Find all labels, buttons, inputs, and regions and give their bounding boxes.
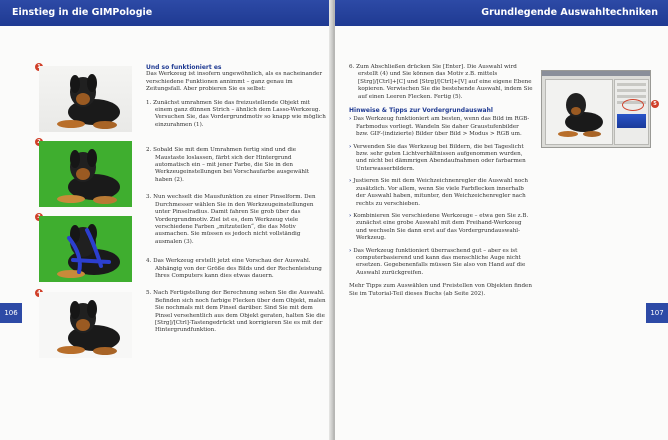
dog-photo-green-preview bbox=[39, 141, 132, 207]
step-2: 2. Sobald Sie mit dem Umrahmen fertig sind und die Maustaste loslassen, färbt sich der Hintergrund automatisch ein – mit jener Farbe, die Sie in den Werkzeugeinstellungen bei Vorschaufarbe ausgewählt haben (2). bbox=[146, 147, 310, 183]
dog-photo-brushed bbox=[39, 216, 132, 282]
step-4: 4. Das Werkzeug erstellt jetzt eine Vorschau der Auswahl. Abhängig von der Größe des Bilds und der Rechenleistung Ihres Computers kann dies etwas dauern. bbox=[146, 258, 322, 279]
dog-illustration-icon bbox=[546, 80, 612, 144]
right-page bbox=[335, 0, 668, 440]
right-page-header: Grundlegende Auswahltechniken bbox=[335, 0, 668, 26]
footer-note: Mehr Tipps zum Auswählen und Freistellen von Objekten finden Sie im Tutorial-Teil dieses Buchs (ab Seite 202). bbox=[349, 283, 532, 297]
tip-1: › Das Werkzeug funktioniert am besten, wenn das Bild im RGB-Farbmodus vorliegt. Wandeln Sie daher Graustufenbilder bzw. GIF-(indizierte) Bilder über Bild > Modus > RGB um. bbox=[349, 116, 533, 138]
step-3: 3. Nun wechselt die Mausfunktion zu einer Pinselform. Den Durchmesser wählen Sie in den Werkzeugeinstellungen unter Pinselradius. Damit fahren Sie grob über das Vordergrundmotiv. Ziel ist es, dem Werkzeug viele verschiedene Farben „mitzuteilen“, die das Motiv ausmachen. Sie müssen es jedoch nicht vollständig ausmalen (3). bbox=[146, 194, 316, 245]
left-page bbox=[0, 0, 333, 440]
figure-badge-5: 5 bbox=[651, 100, 659, 108]
tip-2: › Verwenden Sie das Werkzeug bei Bildern, die bei Tageslicht bzw. sehr guten Lichtverhältnissen aufgenommen wurden, und nicht bei dämmrigen Abendaufnahmen oder farbarmen Unterwasserbildern. bbox=[349, 144, 533, 174]
step-1: 1. Zunächst umrahmen Sie das freizustellende Objekt mit einem ganz dünnen Strich – ähnlich dem Lasso-Werkzeug. Versuchen Sie, das Vordergrundmotiv so knapp wie möglich einzurahmen (1). bbox=[146, 99, 326, 128]
left-text-column bbox=[146, 64, 326, 339]
tip-3: › Justieren Sie mit dem Weichzeichnenregler die Auswahl noch zusätzlich. Vor allem, wenn Sie viele Farbflecken innerhalb der Auswahl haben, mitunter, den Weichzeichenregler nach rechts zu verschieben. bbox=[349, 178, 533, 208]
gimp-screenshot bbox=[541, 70, 651, 148]
step-6: 6. Zum Abschließen drücken Sie [Enter]. Die Auswahl wird erstellt (4) und Sie können das Motiv z.B. mittels [Strg]/[Ctrl]+[C] und [Strg]/[Ctrl]+[V] auf eine eigene Ebene kopieren. Verwischen Sie die bestehende Auswahl, indem Sie auf einen Leeren Flecken. Fertig (5). bbox=[349, 64, 533, 100]
gimp-canvas bbox=[545, 79, 613, 145]
step-5: 5. Nach Fertigstellung der Berechnung sehen Sie die Auswahl. Befinden sich noch farbige Flecken über dem Objekt, malen Sie nochmals mit dem Pinsel darüber. Sind Sie mit dem Pinsel versehentlich aus dem Objekt geraten, halten Sie die [Strg]/[Ctrl]-Tastengedrückt und korrigieren Sie es mit der Hintergrundfunktion. bbox=[146, 290, 326, 334]
tips-heading: Hinweise & Tipps zur Vordergrundauswahl bbox=[349, 107, 493, 115]
dog-illustration-icon bbox=[39, 141, 132, 207]
gimp-titlebar bbox=[542, 71, 650, 76]
highlight-circle bbox=[622, 99, 644, 111]
dog-illustration-icon bbox=[39, 292, 132, 358]
gimp-layers-panel bbox=[614, 79, 649, 145]
dog-illustration-icon bbox=[39, 216, 132, 282]
dog-photo-original bbox=[39, 66, 132, 132]
section-heading: Und so funktioniert es bbox=[146, 64, 222, 71]
dog-illustration-icon bbox=[39, 66, 132, 132]
tip-5: › Das Werkzeug funktioniert überraschend gut – aber es ist computerbasierend und kann das menschliche Auge nicht ersetzen. Gegebenenfalls müssen Sie also von Hand auf die Auswahl zurückgreifen. bbox=[349, 248, 533, 278]
right-text-column bbox=[349, 64, 533, 298]
right-page-number: 107 bbox=[646, 303, 668, 323]
left-page-number: 106 bbox=[0, 303, 22, 323]
tip-4: › Kombinieren Sie verschiedene Werkzeuge – etwa gen Sie z.B. zunächst eine grobe Auswahl mit dem Freihand-Werkzeug und wechseln Sie dann erst auf das Vordergrundauswahl-Werkzeug. bbox=[349, 213, 533, 243]
dog-photo-selected bbox=[39, 292, 132, 358]
intro-paragraph: Das Werkzeug ist insofern ungewöhnlich, als es nacheinander verschiedene Funktionen annimmt – ganz genau im Zeitungsfall. Aber probieren Sie es selbst: bbox=[146, 71, 323, 93]
left-page-header: Einstieg in die GIMPologie bbox=[0, 0, 330, 26]
